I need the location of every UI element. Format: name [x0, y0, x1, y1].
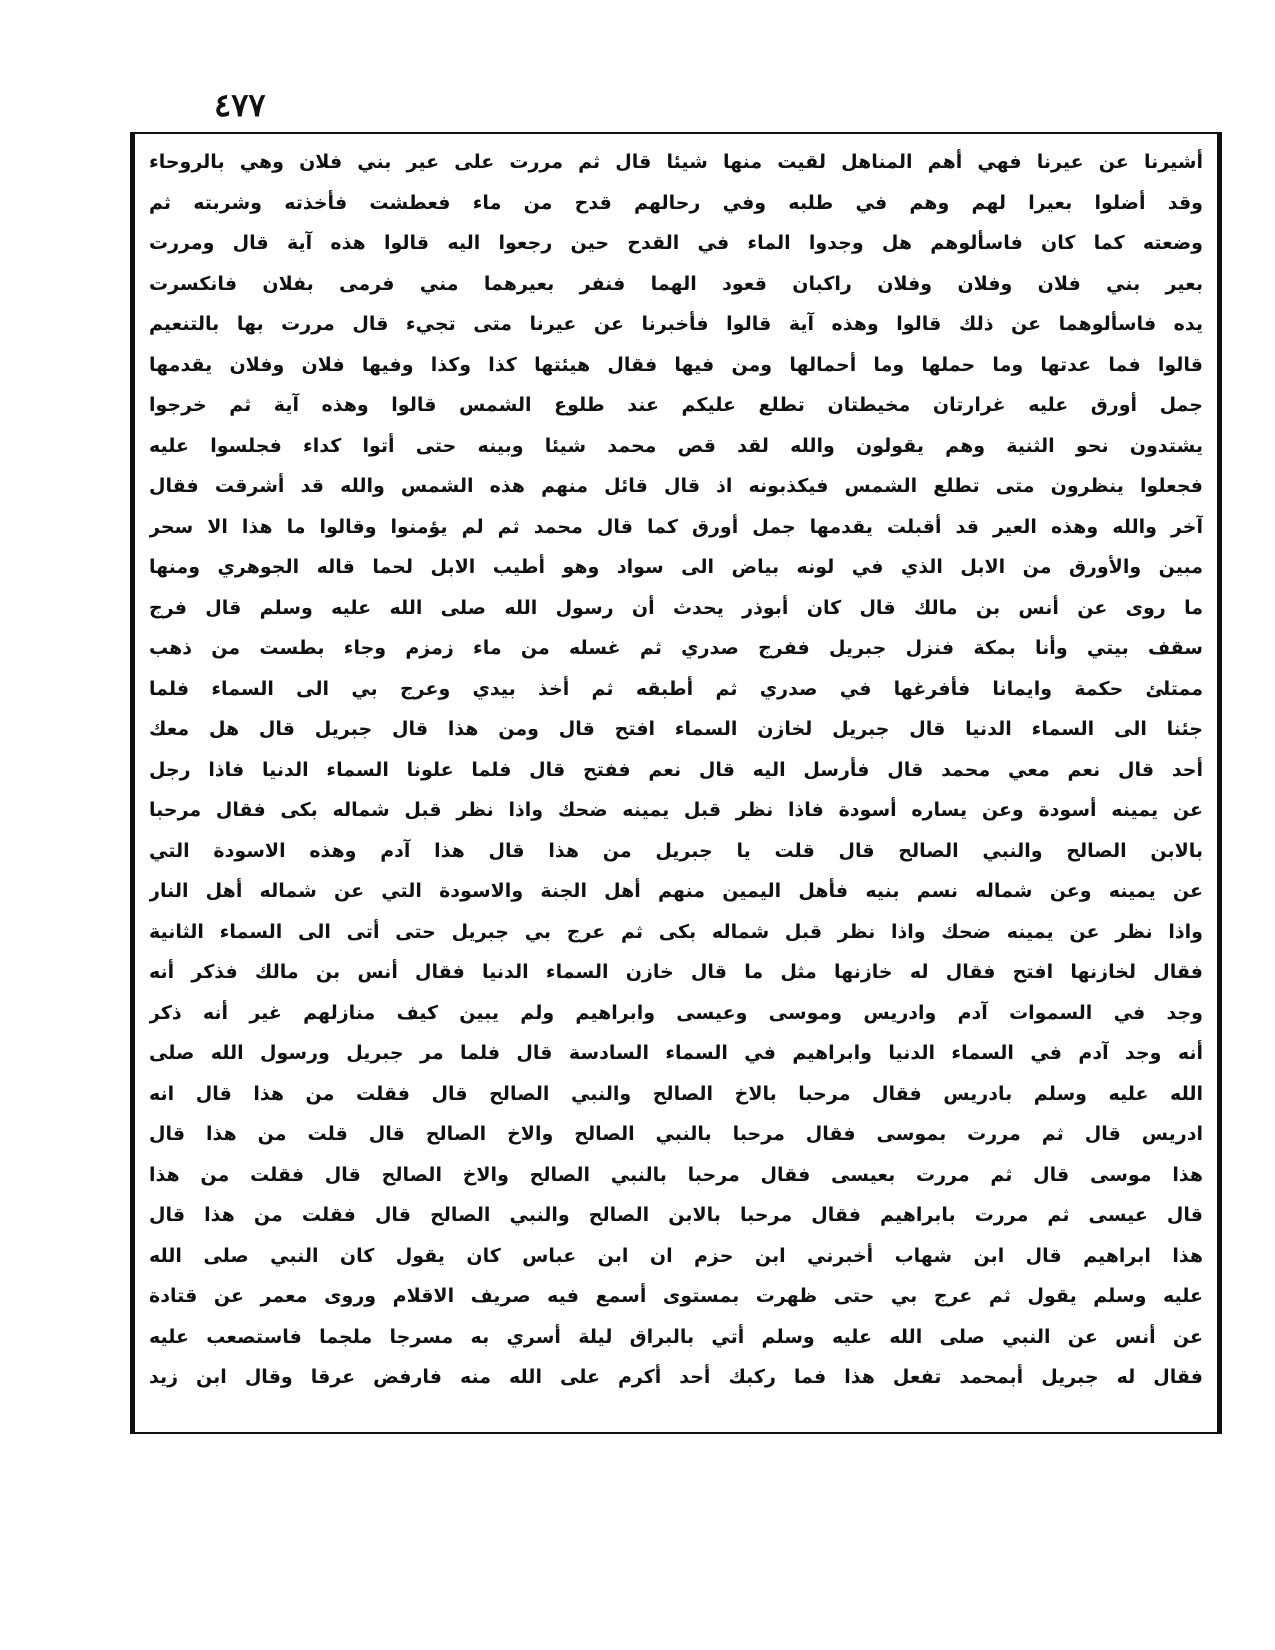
text-line: وقد أضلوا بعيرا لهم وهم في طلبه وفي رحالهم قدح من ماء فعطشت فأخذته وشربته ثم [149, 191, 1203, 214]
text-frame [130, 132, 1222, 1434]
text-line: بالابن الصالح والنبي الصالح قال قلت يا جبريل من هذا قال هذا آدم وهذه الاسودة التي [149, 839, 1203, 862]
text-line: مبين والأورق من الابل الذي في لونه بياض الى سواد وهو أطيب الابل لحما قاله الجوهري ومنها [149, 556, 1203, 578]
text-line: أحد قال نعم معي محمد قال فأرسل اليه قال نعم ففتح قال فلما علونا السماء الدنيا فاذا رجل [149, 758, 1203, 781]
text-line: الله عليه وسلم بادريس فقال مرحبا بالاخ الصالح والنبي الصالح قال فقلت من هذا قال انه [149, 1082, 1203, 1105]
text-line: فجعلوا ينظرون متى تطلع الشمس فيكذبونه اذ قال قائل منهم هذه الشمس والله قد أشرقت فقال [149, 475, 1203, 497]
text-line: سقف بيتي وأنا بمكة فنزل جبريل ففرج صدري ثم غسله من ماء زمزم وجاء بطست من ذهب [149, 637, 1203, 659]
text-line: عن أنس عن النبي صلى الله عليه وسلم أتي بالبراق ليلة أسري به مسرجا ملجما فاستصعب عليه [149, 1325, 1203, 1348]
text-line: قالوا فما عدتها وما حملها وما أحمالها ومن فيها فقال هيئتها كذا وكذا وفيها فلان وفلان يقدمها [149, 353, 1203, 376]
text-line: فقال لخازنها افتح فقال له خازنها مثل ما قال خازن السماء الدنيا فقال أنس بن مالك فذكر أنه [149, 961, 1203, 983]
text-line: يده فاسألوهما عن ذلك قالوا وهذه آية قالوا فأخبرنا عن عيرنا متى تجيء قال مررت بها بالتنعيم [149, 313, 1203, 335]
text-line: أشيرنا عن عيرنا فهي أهم المناهل لقيت منها شيئا قال ثم مررت على عير بني فلان وهي بالروحاء [149, 151, 1203, 173]
text-line: قال عيسى ثم مررت بابراهيم فقال مرحبا بالابن الصالح والنبي الصالح قال فقلت من هذا قال [149, 1204, 1203, 1226]
text-line: وجد في السموات آدم وادريس وموسى وعيسى وابراهيم ولم يبين كيف منازلهم غير أنه ذكر [149, 1001, 1203, 1024]
text-line: عن يمينه وعن شماله نسم بنيه فأهل اليمين منهم أهل الجنة والاسودة التي عن شماله أهل النار [149, 880, 1203, 902]
text-line: وضعته كما كان فاسألوهم هل وجدوا الماء في القدح حين رجعوا اليه قالوا هذه آية قال ومررت [149, 232, 1203, 254]
text-line: هذا موسى قال ثم مررت بعيسى فقال مرحبا بالنبي الصالح والاخ الصالح قال فقلت من هذا [149, 1163, 1203, 1186]
text-line: آخر والله وهذه العير قد أقبلت يقدمها جمل أورق كما قال محمد ثم لم يؤمنوا وقالوا ما هذا الا سحر [149, 515, 1203, 538]
text-line: واذا نظر عن يمينه ضحك واذا نظر قبل شماله بكى ثم عرج بي جبريل حتى أتى الى السماء الثانية [149, 920, 1203, 943]
text-line: هذا ابراهيم قال ابن شهاب أخبرني ابن حزم ان ابن عباس كان يقول كان النبي صلى الله [149, 1244, 1203, 1267]
text-line: جئنا الى السماء الدنيا قال جبريل لخازن السماء افتح قال ومن هذا قال جبريل قال هل معك [149, 718, 1203, 740]
text-line: فقال له جبريل أبمحمد تفعل هذا فما ركبك أحد أكرم على الله منه فارفض عرقا وقال ابن زيد [149, 1366, 1203, 1388]
text-line: عليه وسلم يقول ثم عرج بي حتى ظهرت بمستوى أسمع فيه صريف الاقلام وروى معمر عن قتادة [149, 1285, 1203, 1307]
text-line: عن يمينه أسودة وعن يساره أسودة فاذا نظر قبل يمينه ضحك واذا نظر قبل شماله بكى فقال مرحبا [149, 799, 1203, 821]
text-line: بعير بني فلان وفلان وفلان راكبان قعود الهما فنفر بعيرهما مني فرمى بفلان فانكسرت [149, 272, 1203, 295]
text-line: ممتلئ حكمة وايمانا فأفرغها في صدري ثم أطبقه ثم أخذ بيدي وعرج بي الى السماء فلما [149, 677, 1203, 700]
text-line: يشتدون نحو الثنية وهم يقولون والله لقد قص محمد شيئا وبينه حتى أتوا كداء فجلسوا عليه [149, 434, 1203, 457]
text-line: ادريس قال ثم مررت بموسى فقال مرحبا بالنبي الصالح والاخ الصالح قال قلت من هذا قال [149, 1123, 1203, 1145]
page-number: ٤٧٧ [214, 86, 266, 124]
text-line: ما روى عن أنس بن مالك قال كان أبوذر يحدث أن رسول الله صلى الله عليه وسلم قال فرج [149, 596, 1203, 619]
text-line: أنه وجد آدم في السماء الدنيا وابراهيم في السماء السادسة قال فلما مر جبريل ورسول الله صلى [149, 1042, 1203, 1064]
text-line: جمل أورق عليه غرارتان مخيطتان تطلع عليكم عند طلوع الشمس قالوا وهذه آية ثم خرجوا [149, 394, 1203, 416]
